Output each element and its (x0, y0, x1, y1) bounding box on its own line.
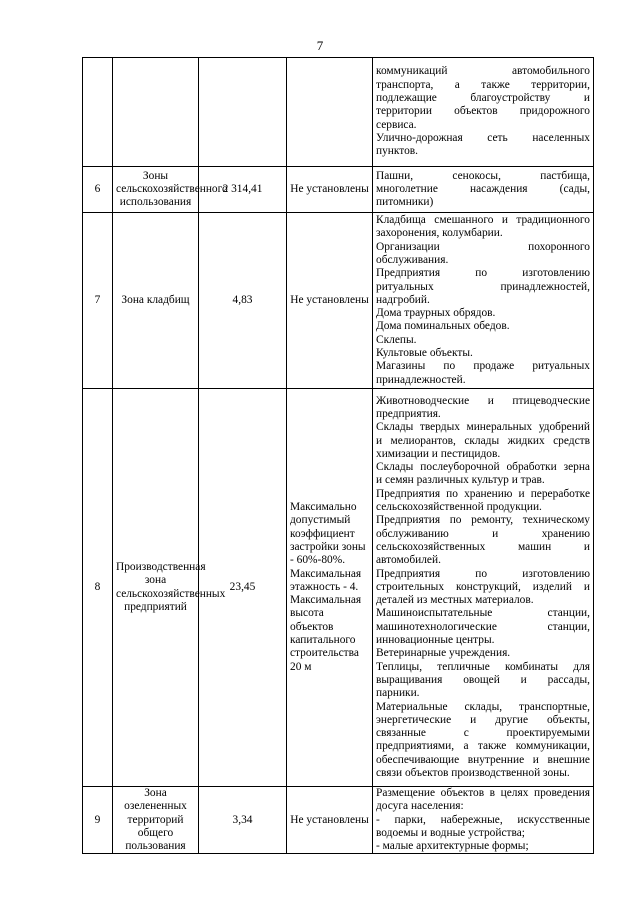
use-line: Склады послеуборочной обработки зерна (376, 461, 590, 474)
zone-number: 7 (83, 213, 113, 389)
zone-name: Производственная зона сельскохозяйственных предприятий (113, 389, 199, 787)
use-line: сельскохозяйственной продукции. (376, 501, 542, 514)
use-line: связанные с проектируемыми (376, 727, 590, 740)
use-line: Предприятия по ремонту, техническому (376, 514, 590, 527)
zone-parameters: Не установлены (287, 787, 373, 854)
use-line: ритуальных принадлежностей, (376, 280, 590, 293)
zone-permitted-uses (373, 389, 594, 787)
use-line: принадлежностей. (376, 373, 466, 386)
zone-parameters: Не установлены (287, 167, 373, 213)
table-row (83, 213, 594, 389)
use-line: парники. (376, 687, 420, 700)
use-line: захоронения, колумбарии. (376, 227, 503, 240)
use-line: Магазины по продаже ритуальных (376, 360, 590, 373)
zone-area: 4,83 (199, 213, 287, 389)
zone-permitted-uses (373, 58, 594, 167)
table-row (83, 787, 594, 854)
zone-number: 6 (83, 167, 113, 213)
use-line: Животноводческие и птицеводческие (376, 394, 590, 407)
zone-name: Зоны сельскохозяйственного использования (113, 167, 199, 213)
use-line: Теплицы, тепличные комбинаты для (376, 660, 590, 673)
use-line: Ветеринарные учреждения. (376, 647, 511, 660)
zone-parameters (287, 58, 373, 167)
zone-area: 23,45 (199, 389, 287, 787)
use-line: химизации и пестицидов. (376, 447, 501, 460)
use-line: Склепы. (376, 333, 417, 346)
use-line: обеспечивающие внутренние и внешние (376, 753, 590, 766)
use-line: территории объектов придорожного (376, 105, 590, 118)
use-line: Кладбища смешанного и традиционного (376, 214, 590, 227)
use-line: строительных конструкций, изделий и (376, 580, 590, 593)
use-line: Дома траурных обрядов. (376, 307, 496, 320)
use-line: деталей из местных материалов. (376, 594, 534, 607)
use-line: Дома поминальных обедов. (376, 320, 510, 333)
table-row (83, 58, 594, 167)
zone-permitted-uses (373, 213, 594, 389)
zones-table-body (83, 58, 594, 854)
use-line: Предприятия по изготовлению (376, 267, 590, 280)
zone-permitted-uses (373, 787, 594, 854)
use-line: обслуживания. (376, 253, 449, 266)
use-line: Склады твердых минеральных удобрений (376, 421, 590, 434)
table-row (83, 167, 594, 213)
use-line: обслуживанию и хранению (376, 527, 590, 540)
use-line: автомобилей. (376, 554, 441, 567)
use-line: Пашни, сенокосы, пастбища, (376, 169, 590, 182)
zone-name: Зона кладбищ (113, 213, 199, 389)
use-line: - парки, набережные, искусственные (376, 813, 590, 826)
use-line: и семян различных культур и трав. (376, 474, 545, 487)
use-line: предприятиями, а также коммуникации, (376, 740, 590, 753)
use-line: сервиса. (376, 118, 417, 131)
zone-parameters: Не установлены (287, 213, 373, 389)
use-line: Улично-дорожная сеть населенных (376, 131, 590, 144)
use-line: Размещение объектов в целях проведения (376, 787, 590, 799)
table-row (83, 389, 594, 787)
use-line: сельскохозяйственных машин и (376, 540, 590, 553)
use-line: связи объектов производственной зоны. (376, 767, 570, 779)
zone-parameters: Максимально допустимый коэффициент застройки зоны - 60%-80%. Максимальная этажность - 4. Максимальная высота объектов капитального строительства 20 м (287, 389, 373, 787)
use-line: энергетические и другие объекты, (376, 713, 590, 726)
use-line: Машиноиспытательные станции, (376, 607, 590, 620)
use-line: досуга населения: (376, 800, 464, 813)
use-line: Материальные склады, транспортные, (376, 700, 590, 713)
use-line: коммуникаций автомобильного (376, 65, 590, 78)
zone-number (83, 58, 113, 167)
use-line: пунктов. (376, 145, 419, 158)
use-line: транспорта, а также территории, (376, 78, 590, 91)
zone-permitted-uses (373, 167, 594, 213)
page-number: 7 (316, 38, 324, 53)
use-line: - малые архитектурные формы; (376, 840, 529, 853)
use-line: подлежащие благоустройству и (376, 92, 590, 105)
zone-number: 8 (83, 389, 113, 787)
use-line: машинотехнологические станции, (376, 620, 590, 633)
zone-area: 3,34 (199, 787, 287, 854)
use-line: выращивания овощей и рассады, (376, 673, 590, 686)
use-line: Культовые объекты. (376, 347, 473, 360)
zone-number: 9 (83, 787, 113, 854)
use-line: водоемы и водные устройства; (376, 826, 525, 839)
use-line: питомники) (376, 196, 434, 209)
zone-area (199, 58, 287, 167)
use-line: инновационные центры. (376, 634, 495, 647)
use-line: и мелиорантов, склады жидких средств (376, 434, 590, 447)
zone-name: Зона озелененных территорий общего пользования (113, 787, 199, 854)
use-line: предприятия. (376, 407, 441, 420)
use-line: надгробий. (376, 293, 430, 306)
zones-table (82, 57, 594, 854)
use-line: Организации похоронного (376, 240, 590, 253)
use-line: Предприятия по хранению и переработке (376, 487, 590, 500)
zone-area: 2 314,41 (199, 167, 287, 213)
use-line: Предприятия по изготовлению (376, 567, 590, 580)
zone-name (113, 58, 199, 167)
use-line: многолетние насаждения (сады, (376, 182, 590, 195)
